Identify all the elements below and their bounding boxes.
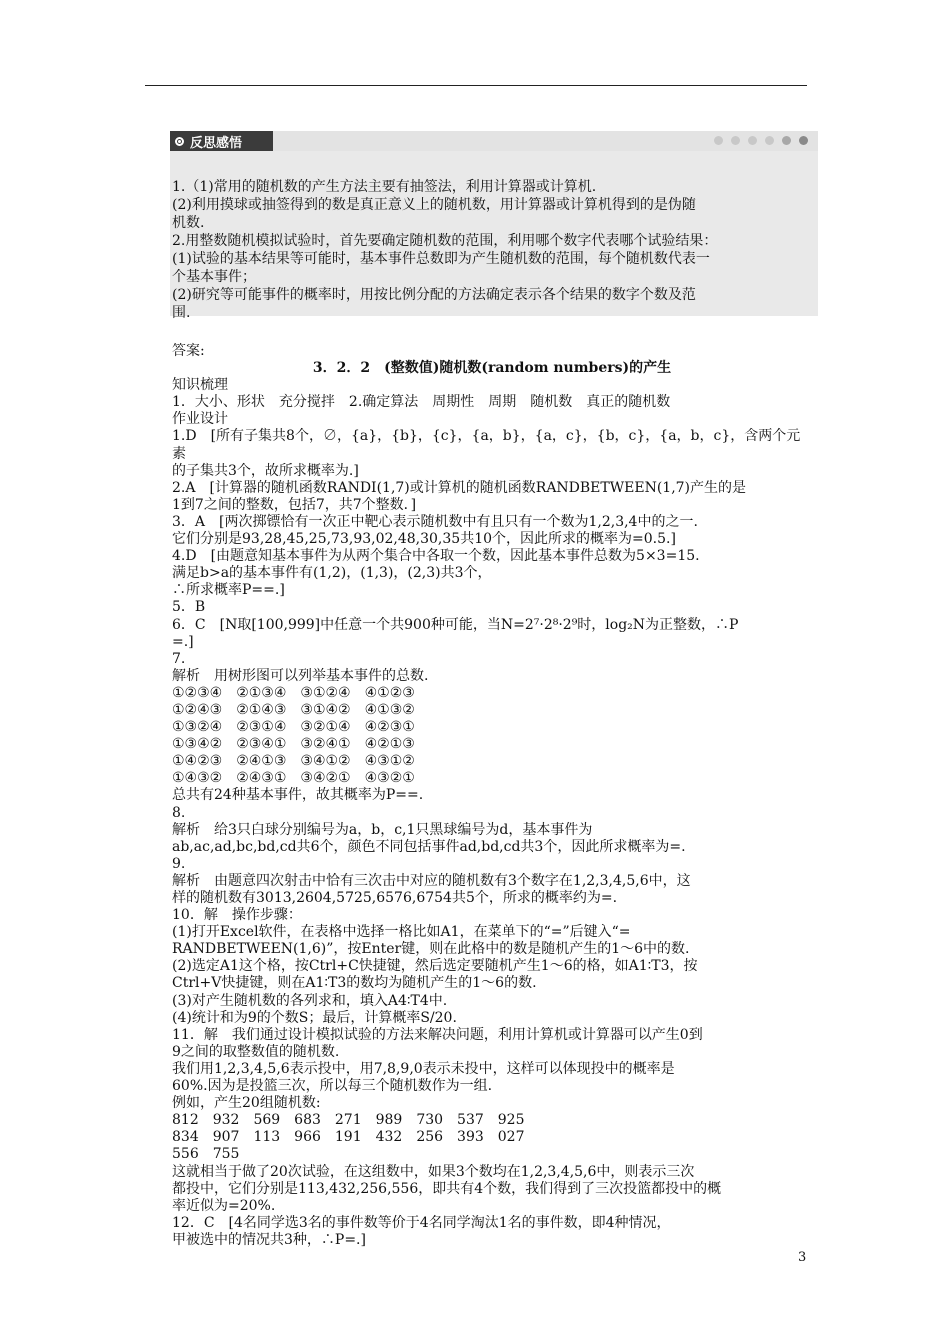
answer-line: (3)对产生随机数的各列求和，填入A4∶T4中. [172, 992, 448, 1009]
answer-line: Ctrl+V快捷键，则在A1∶T3的数均为随机产生的1～6的数. [172, 975, 537, 992]
dot-icon [782, 136, 791, 145]
answer-line: ①③②④ ②③①④ ③②①④ ④②③① [172, 719, 415, 736]
answer-line: 总共有24种基本事件，故其概率为P==. [172, 787, 424, 804]
answer-line: RANDBETWEEN(1,6)”，按Enter键，则在此格中的数是随机产生的1～6中的数. [172, 941, 690, 958]
answer-line: 834 907 113 966 191 432 256 393 027 [172, 1129, 525, 1146]
answer-line: 甲被选中的情况共3种，∴P=.] [172, 1231, 366, 1248]
answer-line: ∴所求概率P==.] [172, 582, 285, 599]
answer-line: 1.D [所有子集共8个，∅，{a}，{b}，{c}，{a，b}，{a，c}，{b，c}，{a，b，c}，含两个元素 [172, 428, 801, 462]
answer-line: ①④③② ②④③① ③④②① ④③②① [172, 770, 415, 787]
answer-line: 60%.因为是投篮三次，所以每三个随机数作为一组. [172, 1078, 493, 1095]
reflect-line: 个基本事件； [172, 269, 256, 285]
dot-icon [748, 136, 757, 145]
answer-line: 这就相当于做了20次试验，在这组数中，如果3个数均在1,2,3,4,5,6中，则表示三次 [172, 1163, 695, 1180]
answer-line: 812 932 569 683 271 989 730 537 925 [172, 1112, 525, 1129]
answer-line: 12．C [4名同学选3名的事件数等价于4名同学淘汰1名的事件数，即4种情况， [172, 1214, 671, 1231]
page-number: 3 [798, 1250, 807, 1265]
answer-line: =.] [172, 633, 194, 650]
dot-icon [731, 136, 740, 145]
answer-line: ①②③④ ②①③④ ③①②④ ④①②③ [172, 684, 415, 701]
answer-lines [172, 377, 812, 1249]
answer-line: 解析 由题意四次射击中恰有三次击中对应的随机数有3个数字在1,2,3,4,5,6中，这 [172, 872, 691, 889]
answer-line: ①②④③ ②①④③ ③①④② ④①③② [172, 701, 415, 718]
answer-line: 1到7之间的整数，包括7，共7个整数．] [172, 496, 417, 513]
answer-line: 8. [172, 804, 186, 821]
answer-line: 5．B [172, 599, 206, 616]
reflect-line: 围. [172, 305, 191, 321]
reflect-text [172, 178, 812, 322]
dot-icon [765, 136, 774, 145]
answer-line: 满足b>a的基本事件有(1,2)，(1,3)，(2,3)共3个， [172, 565, 492, 582]
answer-line: (1)打开Excel软件，在表格中选择一格比如A1，在菜单下的“=”后键入“= [172, 924, 631, 941]
section-title: 3．2．2 (整数值)随机数(random numbers)的产生 [312, 360, 672, 377]
answers-heading: 答案: [172, 343, 205, 359]
answers-section [172, 343, 812, 1249]
header-rule [145, 85, 807, 86]
answer-line: 的子集共3个，故所求概率为.] [172, 462, 359, 479]
reflect-line: (2)利用摸球或抽签得到的数是真正意义上的随机数，用计算器或计算机得到的是伪随 [172, 197, 696, 213]
answer-line: ab,ac,ad,bc,bd,cd共6个，颜色不同包括事件ad,bd,cd共3个，因此所求概率为=. [172, 838, 686, 855]
reflect-line: 机数. [172, 215, 205, 231]
reflect-line: (2)研究等可能事件的概率时，用按比例分配的方法确定表示各个结果的数字个数及范 [172, 287, 696, 303]
dot-icon [714, 136, 723, 145]
dot-icon [799, 136, 808, 145]
answer-line: 7. [172, 650, 186, 667]
answer-line: 它们分别是93,28,45,25,73,93,02,48,30,35共10个，因此所求的概率为=0.5.] [172, 531, 676, 548]
answer-line: 都投中，它们分别是113,432,256,556，即共有4个数，我们得到了三次投篮都投中的概 [172, 1180, 722, 1197]
answer-line: 解析 用树形图可以列举基本事件的总数. [172, 667, 429, 684]
answer-line: 9之间的取整数值的随机数. [172, 1043, 340, 1060]
reflect-line: (1)试验的基本结果等可能时，基本事件总数即为产生随机数的范围，每个随机数代表一 [172, 251, 710, 267]
answer-line: 作业设计 [172, 411, 228, 428]
reflect-banner [170, 131, 818, 151]
answer-line: 例如，产生20组随机数: [172, 1095, 321, 1112]
answer-line: 556 755 [172, 1146, 240, 1163]
decorative-dots [714, 136, 808, 145]
answer-line: 3．A [两次掷镖恰有一次正中靶心表示随机数中有且只有一个数为1,2,3,4中的之一. [172, 513, 698, 530]
answer-line: 10．解 操作步骤： [172, 907, 302, 924]
answer-line: 解析 给3只白球分别编号为a，b，c,1只黑球编号为d，基本事件为 [172, 821, 593, 838]
reflect-tab [170, 131, 273, 151]
answer-line: (4)统计和为9的个数S；最后，计算概率S/20. [172, 1009, 457, 1026]
answer-line: 2.A [计算器的随机函数RANDI(1,7)或计算机的随机函数RANDBETWEEN(1,7)产生的是 [172, 479, 747, 496]
answer-line: ①③④② ②③④① ③②④① ④②①③ [172, 736, 415, 753]
reflect-label: 反思感悟 [190, 135, 243, 151]
answer-line: 4.D [由题意知基本事件为从两个集合中各取一个数，因此基本事件总数为5×3=15. [172, 548, 700, 565]
reflect-line: 1.（1)常用的随机数的产生方法主要有抽签法，利用计算器或计算机. [172, 179, 597, 195]
answer-line: (2)选定A1这个格，按Ctrl+C快捷键，然后选定要随机产生1～6的格，如A1∶T3，按 [172, 958, 698, 975]
answer-line: 9. [172, 855, 186, 872]
answer-line: 样的随机数有3013,2604,5725,6576,6754共5个，所求的概率约为=. [172, 890, 618, 906]
reflect-line: 2.用整数随机模拟试验时，首先要确定随机数的范围，利用哪个数字代表哪个试验结果： [172, 233, 718, 249]
answer-line: 知识梳理 [172, 377, 228, 394]
answer-line: ①④②③ ②④①③ ③④①② ④③①② [172, 753, 415, 770]
answer-line: 1．大小、形状 充分搅拌 2.确定算法 周期性 周期 随机数 真正的随机数 [172, 394, 671, 411]
answer-line: 11．解 我们通过设计模拟试验的方法来解决问题，利用计算机或计算器可以产生0到 [172, 1026, 703, 1043]
answer-line: 我们用1,2,3,4,5,6表示投中，用7,8,9,0表示未投中，这样可以体现投中的概率是 [172, 1060, 675, 1077]
answer-line: 率近似为=20%. [172, 1197, 276, 1214]
answer-line: 6．C [N取[100,999]中任意一个共900种可能，当N=2⁷·2⁸·2⁹时，log₂N为正整数，∴P [172, 616, 739, 633]
target-icon [175, 137, 184, 146]
